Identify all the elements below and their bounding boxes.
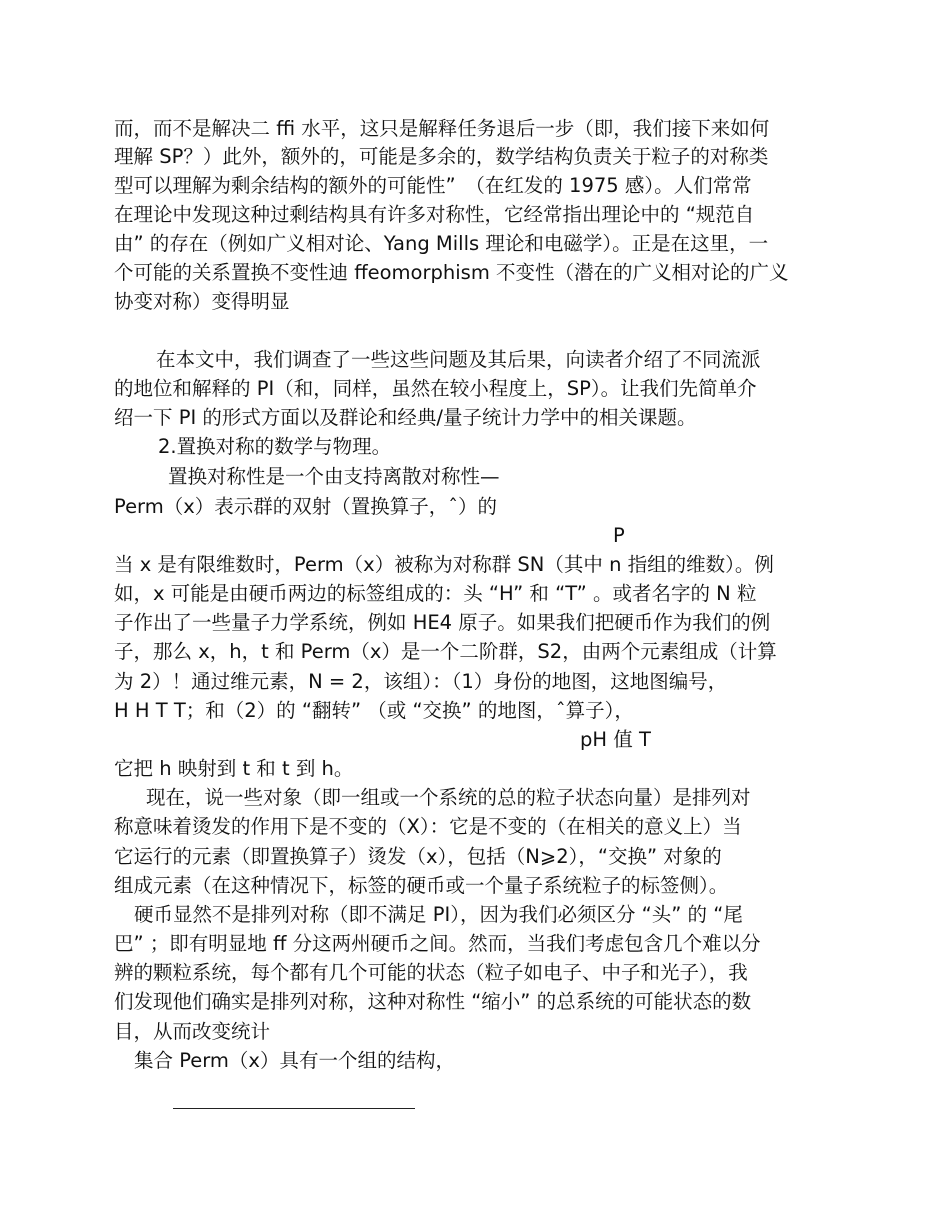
text-line: 现在，说一些对象（即一组或一个系统的总的粒子状态向量）是排列对: [146, 786, 751, 809]
text-line: 集合 Perm（x）具有一个组的结构，: [134, 1049, 455, 1072]
footnote-rule: [173, 1108, 415, 1109]
text-line: 而，而不是解决二 ffi 水平，这只是解释任务退后一步（即，我们接下来如何: [114, 117, 770, 140]
text-line: 称意味着烫发的作用下是不变的（X）：它是不变的（在相关的意义上）当: [114, 815, 742, 838]
section-heading: 2.置换对称的数学与物理。: [158, 435, 392, 458]
text-line: 它把 h 映射到 t 和 t 到 h。: [114, 757, 354, 780]
text-line: 个可能的关系置换不变性迪 ffeomorphism 不变性（潜在的广义相对论的广义: [114, 261, 789, 284]
text-line: 如，x 可能是由硬币两边的标签组成的：头 “H” 和 “T” 。或者名字的 N 粒: [114, 582, 757, 605]
text-line: 为 2）！通过维元素，N = 2，该组）：（1）身份的地图，这地图编号，: [114, 670, 728, 693]
text-line: 绍一下 PI 的形式方面以及群论和经典/量子统计力学中的相关课题。: [114, 406, 697, 429]
text-line: 在本文中，我们调查了一些这些问题及其后果，向读者介绍了不同流派: [156, 348, 761, 371]
text-line: pH 值 T: [580, 728, 651, 751]
text-line: 由” 的存在（例如广义相对论、Yang Mills 理论和电磁学）。正是在这里，一: [114, 232, 769, 255]
text-line: 组成元素（在这种情况下，标签的硬币或一个量子系统粒子的标签侧）。: [114, 874, 729, 897]
text-line: 目，从而改变统计: [114, 1020, 271, 1043]
text-line: Perm（x）表示群的双射（置换算子，ˆ）的: [114, 495, 498, 518]
text-line: H H T T；和（2）的 “翻转” （或 “交换” 的地图，ˆ算子），: [114, 699, 634, 722]
text-line: 的地位和解释的 PI（和，同样，虽然在较小程度上，SP）。让我们先简单介: [114, 377, 757, 400]
text-line: 置换对称性是一个由支持离散对称性—: [168, 465, 500, 488]
text-line: 在理论中发现这种过剩结构具有许多对称性，它经常指出理论中的 “规范自: [114, 203, 755, 226]
text-line: 辨的颗粒系统，每个都有几个可能的状态（粒子如电子、中子和光子），我: [114, 961, 748, 984]
text-line: 子作出了一些量子力学系统，例如 HE4 原子。如果我们把硬币作为我们的例: [114, 611, 771, 634]
text-line: 子，那么 x，h，t 和 Perm（x）是一个二阶群，S2，由两个元素组成（计算: [114, 640, 777, 663]
text-line: 硬币显然不是排列对称（即不满足 PI），因为我们必须区分 “头” 的 “尾: [134, 903, 743, 926]
text-line: 们发现他们确实是排列对称，这种对称性 “缩小” 的总系统的可能状态的数: [114, 990, 752, 1013]
text-line: 巴” ；即有明显地 ff 分这两州硬币之间。然而，当我们考虑包含几个难以分: [114, 932, 761, 955]
text-line: 理解 SP？）此外，额外的，可能是多余的，数学结构负责关于粒子的对称类: [114, 145, 769, 168]
text-line: 型可以理解为剩余结构的额外的可能性” （在红发的 1975 感）。人们常常: [114, 174, 752, 197]
text-line: 当 x 是有限维数时，Perm（x）被称为对称群 SN（其中 n 指组的维数）。例: [114, 553, 774, 576]
text-line: P: [613, 524, 625, 547]
text-line: 它运行的元素（即置换算子）烫发（x），包括（N⩾2），“交换” 对象的: [114, 845, 722, 868]
text-line: 协变对称）变得明显: [114, 290, 290, 313]
